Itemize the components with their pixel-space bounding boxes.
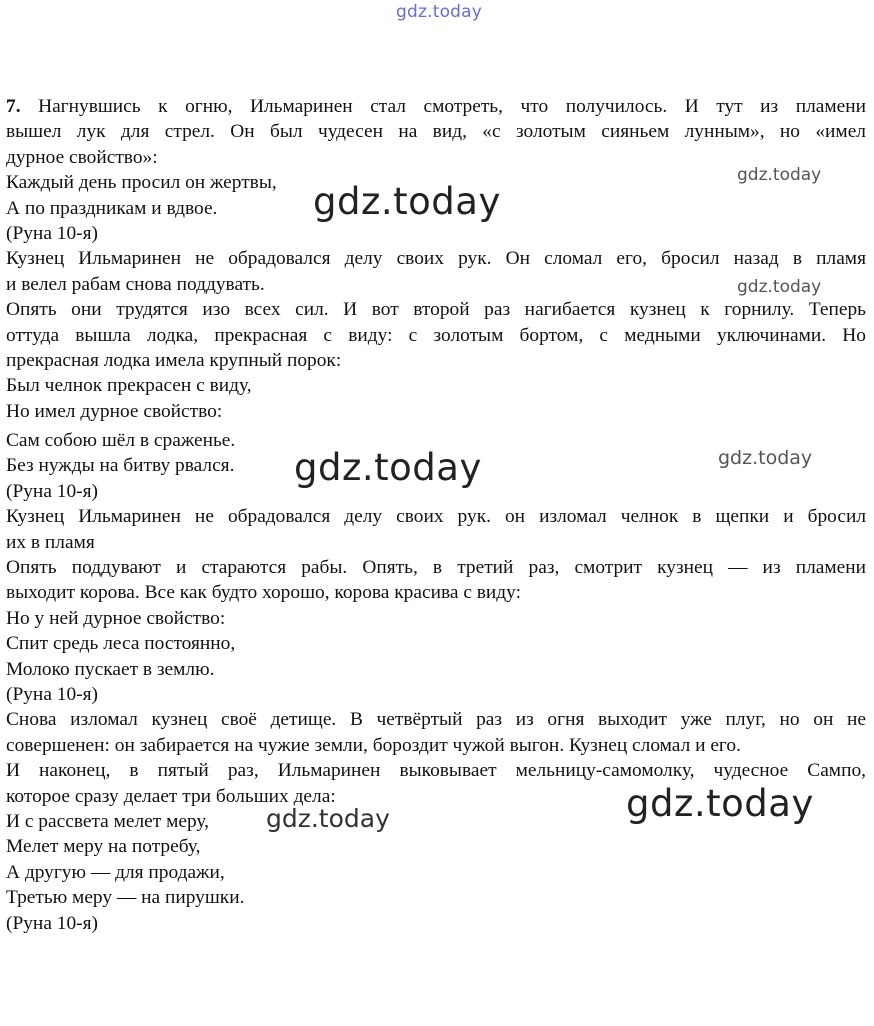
text-line: вышел лук для стрел. Он был чудесен на вид, «с золотым сияньем лунным», но «имел	[6, 121, 866, 143]
text-line: их в пламя	[6, 531, 95, 553]
text-line: Снова изломал кузнец своё детище. В четвёртый раз из огня выходит уже плуг, но он не	[6, 709, 866, 731]
site-watermark: gdz.today	[737, 277, 822, 297]
text-line: выходит корова. Все как будто хорошо, корова красива с виду:	[6, 582, 522, 604]
text-line: 7. Нагнувшись к огню, Ильмаринен стал смотреть, что получилось. И тут из пламени	[6, 96, 866, 117]
verse-line: И с рассвета мелет меру,	[6, 810, 210, 832]
verse-line: Мелет меру на потребу,	[6, 836, 201, 858]
site-watermark: gdz.today	[737, 165, 822, 185]
text-line: оттуда вышла лодка, прекрасная с виду: с золотым бортом, с медными уключинами. Но	[6, 324, 866, 346]
text-line: Опять поддувают и стараются рабы. Опять, в третий раз, смотрит кузнец — из пламени	[6, 557, 866, 579]
citation: (Руна 10-я)	[6, 480, 98, 502]
site-watermark: gdz.today	[266, 804, 390, 833]
verse-line: Третью меру — на пирушки.	[6, 887, 245, 909]
site-watermark: gdz.today	[626, 782, 814, 825]
text-line: дурное свойство»:	[6, 146, 158, 168]
site-watermark: gdz.today	[313, 180, 501, 223]
verse-line: Каждый день просил он жертвы,	[6, 172, 277, 194]
text-line: Кузнец Ильмаринен не обрадовался делу своих рук. Он сломал его, бросил назад в пламя	[6, 248, 866, 270]
citation: (Руна 10-я)	[6, 912, 98, 934]
verse-line: А другую — для продажи,	[6, 861, 225, 883]
task-number: 7.	[6, 96, 21, 117]
verse-line: Сам собою шёл в сраженье.	[6, 430, 236, 452]
text-line: Кузнец Ильмаринен не обрадовался делу своих рук. он изломал челнок в щепки и бросил	[6, 506, 866, 528]
text-line: Опять они трудятся изо всех сил. И вот второй раз нагибается кузнец к горнилу. Теперь	[6, 299, 866, 321]
text-line: совершенен: он забирается на чужие земли, бороздит чужой выгон. Кузнец сломал и его.	[6, 734, 741, 756]
site-watermark: gdz.today	[718, 447, 813, 469]
verse-line: А по праздникам и вдвое.	[6, 197, 218, 219]
text-line: которое сразу делает три больших дела:	[6, 785, 336, 807]
site-watermark: gdz.today	[294, 446, 482, 489]
citation: (Руна 10-я)	[6, 683, 98, 705]
verse-line: Молоко пускает в землю.	[6, 658, 215, 680]
verse-line: Спит средь леса постоянно,	[6, 633, 236, 655]
text-line: и велел рабам снова поддувать.	[6, 273, 265, 295]
citation: (Руна 10-я)	[6, 222, 98, 244]
verse-line: Но имел дурное свойство:	[6, 400, 223, 422]
verse-line: Был челнок прекрасен с виду,	[6, 375, 252, 397]
verse-line: Без нужды на битву рвался.	[6, 455, 235, 477]
text-line: И наконец, в пятый раз, Ильмаринен выковывает мельницу-самомолку, чудесное Сампо,	[6, 760, 866, 782]
verse-line: Но у ней дурное свойство:	[6, 607, 226, 629]
text-line: прекрасная лодка имела крупный порок:	[6, 349, 342, 371]
site-watermark-top: gdz.today	[396, 2, 483, 22]
